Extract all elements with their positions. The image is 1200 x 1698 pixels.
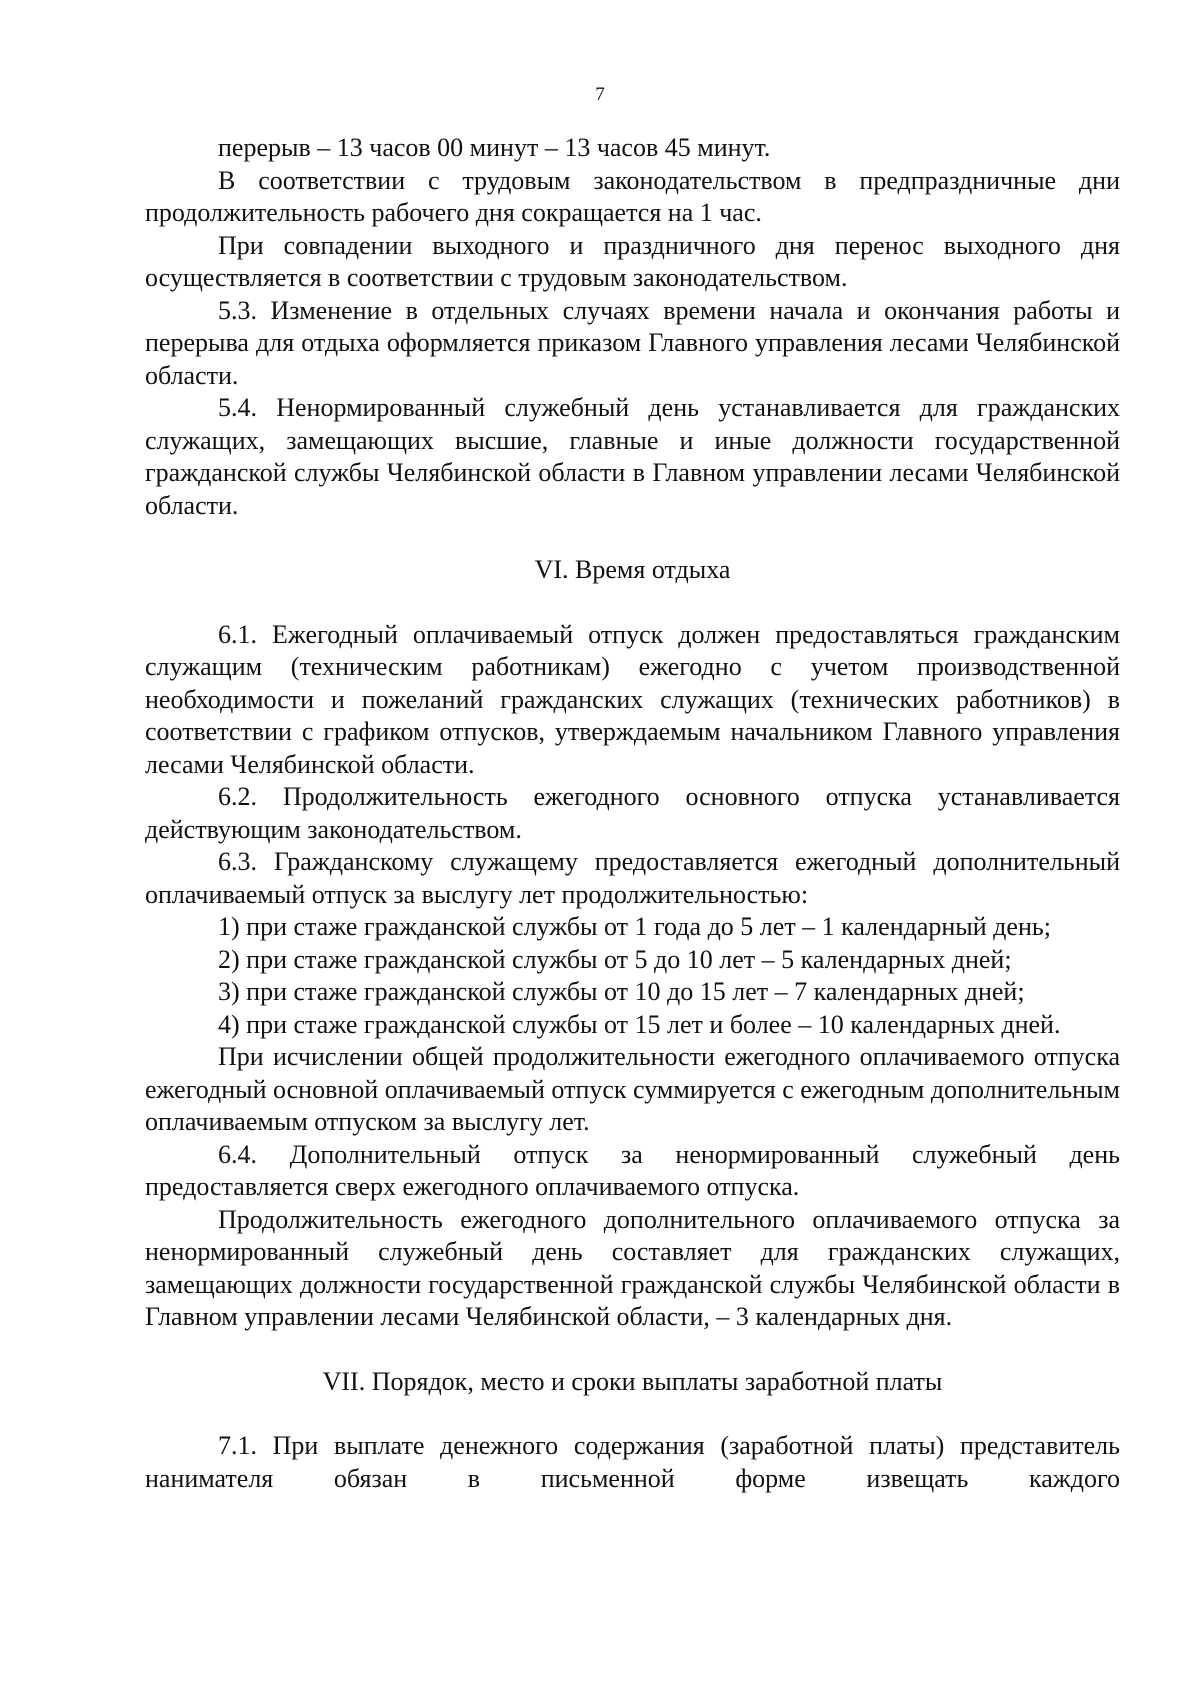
section-heading-vii: VII. Порядок, место и сроки выплаты заработной платы bbox=[322, 1366, 943, 1396]
list-item-6-3-2: 2) при стаже гражданской службы от 5 до 10 лет – 5 календарных дней; bbox=[218, 944, 1012, 974]
page-number: 7 bbox=[595, 84, 605, 105]
paragraph-6-3: 6.3. Гражданскому служащему предоставляется ежегодный дополнительный оплачиваемый отпуск за выслугу лет продолжительностью: bbox=[145, 847, 1120, 909]
paragraph-dayoff-transfer: При совпадении выходного и праздничного дня перенос выходного дня осуществляется в соответствии с трудовым законодательством. bbox=[145, 230, 1120, 292]
paragraph-6-2: 6.2. Продолжительность ежегодного основного отпуска устанавливается действующим законодательством. bbox=[145, 782, 1120, 844]
paragraph-preholiday: В соответствии с трудовым законодательством в предпраздничные дни продолжительность рабочего дня сокращается на 1 час. bbox=[145, 165, 1120, 227]
paragraph-total-leave: При исчислении общей продолжительности ежегодного оплачиваемого отпуска ежегодный основной оплачиваемый отпуск суммируется с ежегодным дополнительным оплачиваемым отпуском за выслугу лет. bbox=[145, 1042, 1120, 1136]
list-item-6-3-1: 1) при стаже гражданской службы от 1 года до 5 лет – 1 календарный день; bbox=[218, 912, 1051, 941]
document-body bbox=[145, 132, 1120, 1495]
list-item-6-3-3: 3) при стаже гражданской службы от 10 до 15 лет – 7 календарных дней; bbox=[218, 977, 1025, 1006]
section-heading-vi: VI. Время отдыха bbox=[534, 555, 731, 584]
list-item-6-3-4: 4) при стаже гражданской службы от 15 лет и более – 10 календарных дней. bbox=[218, 1009, 1061, 1039]
paragraph-5-3: 5.3. Изменение в отдельных случаях времени начала и окончания работы и перерыва для отдыха оформляется приказом Главного управления лесами Челябинской области. bbox=[145, 295, 1120, 390]
paragraph-6-4: 6.4. Дополнительный отпуск за ненормированный служебный день предоставляется сверх ежегодного оплачиваемого отпуска. bbox=[145, 1139, 1120, 1201]
paragraph-irregular-day-leave: Продолжительность ежегодного дополнительного оплачиваемого отпуска за ненормированный служебный день составляет для гражданских служащих, замещающих должности государственной гражданской службы Челябинской области в Главном управлении лесами Челябинской области, – 3 календарных дня. bbox=[145, 1204, 1120, 1331]
paragraph-5-4: 5.4. Ненормированный служебный день устанавливается для гражданских служащих, замещающих высшие, главные и иные должности государственной гражданской службы Челябинской области в Главном управлении лесами Челябинской области. bbox=[145, 393, 1120, 520]
paragraph-7-1: 7.1. При выплате денежного содержания (заработной платы) представитель нанимателя обязан в письменной форме извещать каждого bbox=[145, 1431, 1120, 1493]
paragraph-break-time: перерыв – 13 часов 00 минут – 13 часов 45 минут. bbox=[218, 133, 771, 162]
paragraph-6-1: 6.1. Ежегодный оплачиваемый отпуск должен предоставляться гражданским служащим (техническим работникам) ежегодно с учетом производственной необходимости и пожеланий гражданских служащих (технических работников) в соответствии с графиком отпусков, утверждаемым начальником Главного управления лесами Челябинской области. bbox=[145, 619, 1120, 779]
